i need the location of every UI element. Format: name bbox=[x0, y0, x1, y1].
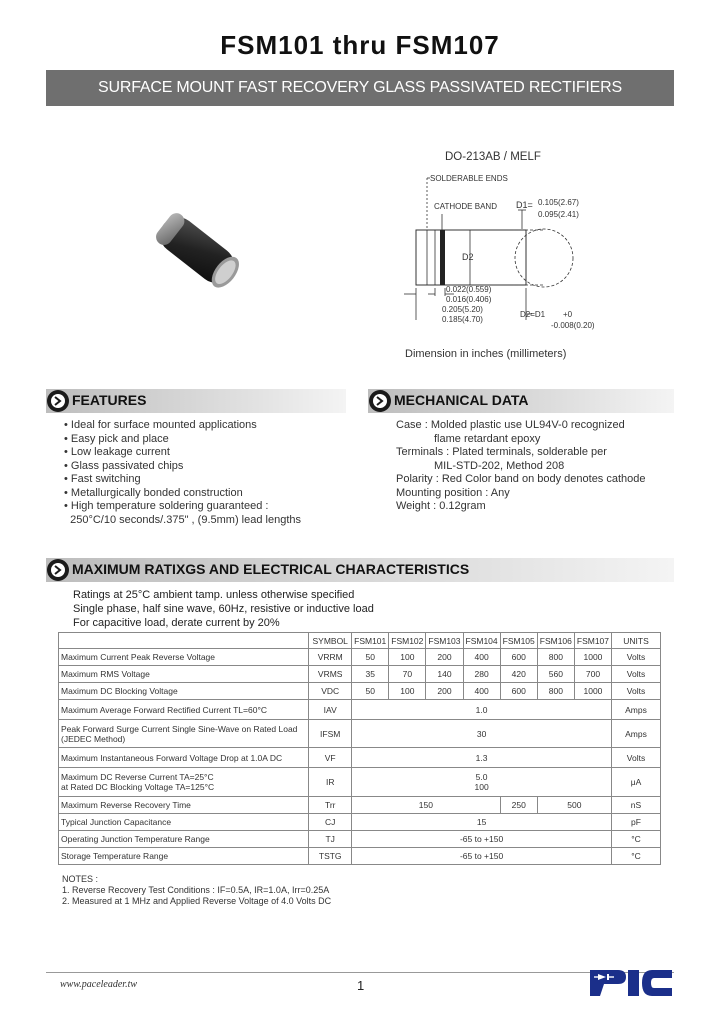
table-header-cell: FSM104 bbox=[463, 633, 500, 649]
table-row bbox=[59, 768, 661, 797]
symbol-cell: Trr bbox=[309, 797, 352, 814]
unit-cell: nS bbox=[612, 797, 661, 814]
table-row bbox=[59, 797, 661, 814]
symbol-cell: TSTG bbox=[309, 848, 352, 865]
length-min: 0.185(4.70) bbox=[442, 315, 483, 324]
unit-cell: Volts bbox=[612, 649, 661, 666]
mech-value: MIL-STD-202, Method 208 bbox=[434, 459, 565, 472]
unit-cell: Amps bbox=[612, 700, 661, 720]
value-cell: 50 bbox=[352, 683, 389, 700]
param-cell: Maximum Instantaneous Forward Voltage Drop at 1.0A DC bbox=[59, 748, 309, 768]
table-row bbox=[59, 748, 661, 768]
table-header-cell: FSM106 bbox=[537, 633, 574, 649]
feature-item: • Ideal for surface mounted applications bbox=[64, 419, 257, 431]
d1-label: D1= bbox=[516, 200, 533, 210]
condition-line: Ratings at 25°C ambient tamp. unless otherwise specified bbox=[73, 589, 355, 601]
page-title: FSM101 thru FSM107 bbox=[220, 30, 500, 60]
table-header-cell: FSM102 bbox=[389, 633, 426, 649]
component-image bbox=[145, 200, 250, 300]
value-cell: 800 bbox=[537, 683, 574, 700]
mech-key: Polarity : bbox=[396, 473, 439, 485]
d2-equals-d1: D2=D1 bbox=[520, 310, 546, 319]
unit-cell: Volts bbox=[612, 683, 661, 700]
length-max: 0.205(5.20) bbox=[442, 305, 483, 314]
symbol-cell: VRRM bbox=[309, 649, 352, 666]
symbol-cell: VRMS bbox=[309, 666, 352, 683]
value-cell: 560 bbox=[537, 666, 574, 683]
param-cell: Maximum Reverse Recovery Time bbox=[59, 797, 309, 814]
value-cell: 280 bbox=[463, 666, 500, 683]
feature-item: • Fast switching bbox=[64, 473, 141, 485]
note-item: 1. Reverse Recovery Test Conditions : IF=0.5A, IR=1.0A, Irr=0.25A bbox=[62, 885, 330, 895]
mech-value: Red Color band on body denotes cathode bbox=[441, 473, 646, 485]
value-cell: 420 bbox=[500, 666, 537, 683]
value-cell: 700 bbox=[574, 666, 611, 683]
param-cell: Maximum DC Blocking Voltage bbox=[59, 683, 309, 700]
package-diagram bbox=[398, 170, 588, 335]
tolerance-plus: +0 bbox=[563, 310, 573, 319]
param-cell: Maximum Average Forward Rectified Current TL=60°C bbox=[59, 700, 309, 720]
mech-key: Case : bbox=[396, 419, 428, 431]
ratings-heading: MAXIMUM RATIXGS AND ELECTRICAL CHARACTERISTICS bbox=[72, 561, 470, 577]
value-cell: 800 bbox=[537, 649, 574, 666]
table-header-cell: SYMBOL bbox=[309, 633, 352, 649]
arrow-circle-icon bbox=[46, 558, 70, 582]
feature-item: 250°C/10 seconds/.375" , (9.5mm) lead lengths bbox=[64, 513, 301, 526]
footer-divider bbox=[46, 972, 674, 973]
package-name: DO-213AB / MELF bbox=[445, 151, 541, 163]
symbol-cell: IAV bbox=[309, 700, 352, 720]
d1-min: 0.095(2.41) bbox=[538, 210, 579, 219]
value-cell: 30 bbox=[352, 720, 612, 748]
value-cell: 250 bbox=[500, 797, 537, 814]
value-cell: 5.0 100 bbox=[352, 768, 612, 797]
value-cell: 200 bbox=[426, 649, 463, 666]
value-cell: 140 bbox=[426, 666, 463, 683]
mech-row bbox=[396, 500, 696, 514]
mechanical-heading: MECHANICAL DATA bbox=[394, 392, 529, 408]
mech-value: Molded plastic use UL94V-0 recognized bbox=[430, 419, 625, 431]
param-cell: Peak Forward Surge Current Single Sine-Wave on Rated Load (JEDEC Method) bbox=[59, 720, 309, 748]
mech-value: Plated terminals, solderable per bbox=[452, 446, 607, 458]
value-cell: 200 bbox=[426, 683, 463, 700]
mech-row bbox=[396, 419, 696, 433]
spec-table bbox=[58, 632, 661, 865]
mech-value: Any bbox=[490, 486, 510, 499]
value-cell: 100 bbox=[389, 683, 426, 700]
unit-cell: Volts bbox=[612, 666, 661, 683]
feature-item: • Metallurgically bonded construction bbox=[64, 486, 243, 499]
symbol-cell: VF bbox=[309, 748, 352, 768]
value-cell: 15 bbox=[352, 814, 612, 831]
table-row bbox=[59, 831, 661, 848]
table-row bbox=[59, 814, 661, 831]
notes bbox=[62, 874, 331, 907]
band-min: 0.016(0.406) bbox=[446, 295, 492, 304]
mech-row bbox=[396, 487, 696, 501]
mech-row bbox=[396, 460, 696, 474]
d1-max: 0.105(2.67) bbox=[538, 198, 579, 207]
symbol-cell: IR bbox=[309, 768, 352, 797]
param-cell: Maximum RMS Voltage bbox=[59, 666, 309, 683]
table-row bbox=[59, 649, 661, 666]
features-list bbox=[64, 419, 301, 527]
param-cell: Storage Temperature Range bbox=[59, 848, 309, 865]
dimension-note: Dimension in inches (millimeters) bbox=[405, 348, 567, 360]
pic-logo bbox=[588, 966, 676, 998]
value-cell: 1000 bbox=[574, 649, 611, 666]
value-cell: -65 to +150 bbox=[352, 848, 612, 865]
features-heading-bar bbox=[46, 389, 346, 413]
mech-row bbox=[396, 433, 696, 447]
feature-item: • Low leakage current bbox=[64, 446, 170, 458]
table-body bbox=[59, 649, 661, 865]
band-max: 0.022(0.559) bbox=[446, 285, 492, 294]
value-cell: 1.3 bbox=[352, 748, 612, 768]
value-cell: 400 bbox=[463, 683, 500, 700]
table-header-cell: FSM107 bbox=[574, 633, 611, 649]
cathode-band-label: CATHODE BAND bbox=[434, 202, 497, 211]
page-number: 1 bbox=[357, 978, 365, 993]
table-row bbox=[59, 848, 661, 865]
arrow-circle-icon bbox=[46, 389, 70, 413]
tolerance-minus: -0.008(0.20) bbox=[551, 321, 595, 330]
table-header-cell: FSM101 bbox=[352, 633, 389, 649]
mech-row bbox=[396, 446, 696, 460]
notes-heading: NOTES : bbox=[62, 874, 99, 884]
ratings-conditions bbox=[73, 588, 374, 630]
value-cell: -65 to +150 bbox=[352, 831, 612, 848]
value-cell: 1000 bbox=[574, 683, 611, 700]
param-cell: Maximum DC Reverse Current TA=25°C at Rated DC Blocking Voltage TA=125°C bbox=[59, 768, 309, 797]
table-row bbox=[59, 700, 661, 720]
value-cell: 1.0 bbox=[352, 700, 612, 720]
value-cell: 35 bbox=[352, 666, 389, 683]
symbol-cell: IFSM bbox=[309, 720, 352, 748]
unit-cell: °C bbox=[612, 831, 661, 848]
symbol-cell: CJ bbox=[309, 814, 352, 831]
ratings-heading-bar bbox=[46, 558, 674, 582]
mech-value: flame retardant epoxy bbox=[434, 432, 541, 445]
value-cell: 100 bbox=[389, 649, 426, 666]
table-header-row bbox=[59, 633, 661, 649]
param-cell: Operating Junction Temperature Range bbox=[59, 831, 309, 848]
footer-url[interactable]: www.paceleader.tw bbox=[60, 979, 138, 990]
value-cell: 70 bbox=[389, 666, 426, 683]
table-row bbox=[59, 666, 661, 683]
d2-label: D2 bbox=[462, 252, 474, 262]
arrow-circle-icon bbox=[368, 389, 392, 413]
mech-key: Terminals : bbox=[396, 446, 450, 458]
table-row bbox=[59, 683, 661, 700]
note-item: 2. Measured at 1 MHz and Applied Reverse Voltage of 4.0 Volts DC bbox=[62, 896, 332, 906]
mechanical-list bbox=[396, 419, 696, 514]
unit-cell: °C bbox=[612, 848, 661, 865]
unit-cell: μA bbox=[612, 768, 661, 797]
subtitle-bar: SURFACE MOUNT FAST RECOVERY GLASS PASSIVATED RECTIFIERS bbox=[46, 70, 674, 106]
mech-value: 0.12gram bbox=[439, 500, 486, 512]
symbol-cell: TJ bbox=[309, 831, 352, 848]
mech-key: Weight : bbox=[396, 500, 437, 512]
features-heading: FEATURES bbox=[72, 392, 147, 408]
feature-item: • High temperature soldering guaranteed : bbox=[64, 500, 269, 512]
value-cell: 500 bbox=[537, 797, 611, 814]
value-cell: 600 bbox=[500, 649, 537, 666]
condition-line: For capacitive load, derate current by 20% bbox=[73, 617, 280, 629]
solderable-ends-label: SOLDERABLE ENDS bbox=[430, 174, 508, 183]
unit-cell: Volts bbox=[612, 748, 661, 768]
table-header-cell: FSM103 bbox=[426, 633, 463, 649]
param-cell: Typical Junction Capacitance bbox=[59, 814, 309, 831]
feature-item: • Easy pick and place bbox=[64, 432, 169, 445]
table-row bbox=[59, 720, 661, 748]
mech-row bbox=[396, 473, 696, 487]
condition-line: Single phase, half sine wave, 60Hz, resistive or inductive load bbox=[73, 603, 374, 615]
unit-cell: pF bbox=[612, 814, 661, 831]
feature-item: • Glass passivated chips bbox=[64, 459, 184, 472]
param-cell: Maximum Current Peak Reverse Voltage bbox=[59, 649, 309, 666]
value-cell: 150 bbox=[352, 797, 501, 814]
value-cell: 50 bbox=[352, 649, 389, 666]
unit-cell: Amps bbox=[612, 720, 661, 748]
table-header-cell: UNITS bbox=[612, 633, 661, 649]
mech-key: Mounting position : bbox=[396, 486, 489, 499]
table-header-cell bbox=[59, 633, 309, 649]
table-header-cell: FSM105 bbox=[500, 633, 537, 649]
mechanical-heading-bar bbox=[368, 389, 674, 413]
value-cell: 400 bbox=[463, 649, 500, 666]
value-cell: 600 bbox=[500, 683, 537, 700]
symbol-cell: VDC bbox=[309, 683, 352, 700]
